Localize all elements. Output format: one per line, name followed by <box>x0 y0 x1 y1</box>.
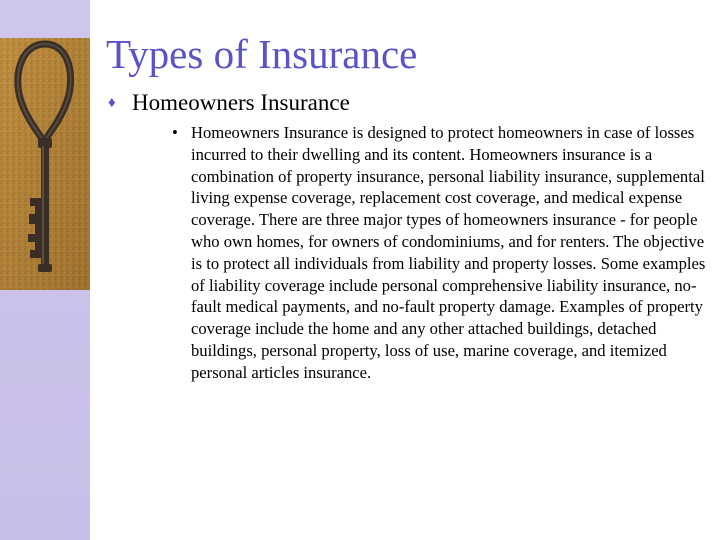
slide-title: Types of Insurance <box>106 31 418 77</box>
dot-bullet-icon: • <box>172 123 178 142</box>
antique-key-icon <box>0 38 90 290</box>
diamond-bullet-icon: ♦ <box>108 95 116 111</box>
bullet-item-label: Homeowners Insurance <box>132 90 350 115</box>
bullet-item-homeowners <box>108 89 350 117</box>
sub-bullet-description: Homeowners Insurance is designed to protect homeowners in case of losses incurred to their dwelling and its content. Homeowners insurance is a combination of property insurance, personal liability insurance, supplemental living expense coverage, replacement cost coverage, and medical expense coverage. There are three major types of homeowners insurance - for people who own homes, for owners of condominiums, and for renters. The objective is to protect all individuals from liability and property losses. Some examples of liability coverage include personal comprehensive liability insurance, no-fault medical payments, and no-fault property damage. Examples of property coverage include the home and any other attached buildings, detached buildings, personal property, loss of use, marine coverage, and itemized personal articles insurance. <box>191 123 706 382</box>
